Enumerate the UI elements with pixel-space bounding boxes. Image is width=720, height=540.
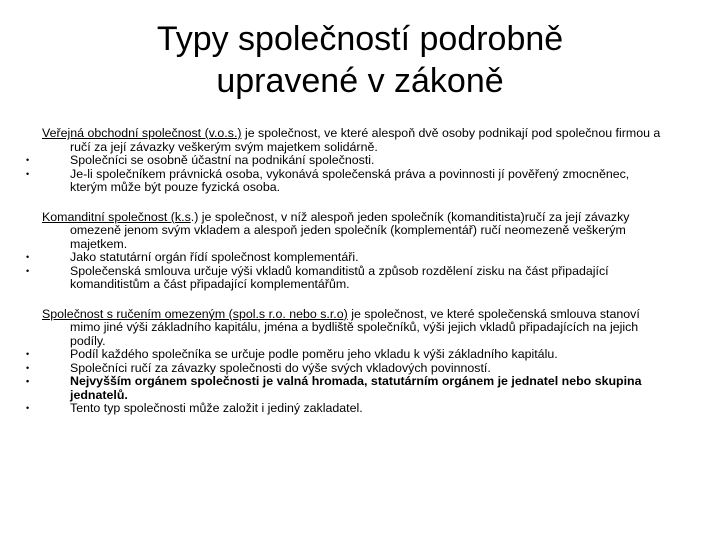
title-line-1: Typy společností podrobně [156,20,564,58]
section-intro-text: je společnost, ve které společenská smlouva stanoví mimo jiné výši základního kapitálu, jména a bydliště společníků, výši jejich vkladů připadajících na jejich podíly. [70,306,640,348]
slide-body [26,126,662,432]
list-item-text: Jako statutární orgán řídí společnost komplementáři. [70,250,359,264]
section-term: Veřejná obchodní společnost (v.o.s.) [42,126,242,140]
list-item [26,360,662,376]
list-item [26,250,662,265]
list-item-text: Tento typ společnosti může založit i jediný zakladatel. [70,401,363,415]
section-vos [26,126,662,195]
list-item-text: Společníci ručí za závazky společnosti do výše svých vkladových povinností. [70,360,491,375]
list-item [26,374,662,402]
section-term: Komanditní společnost (k.s [42,209,191,224]
list-item-text: Je-li společníkem právnická osoba, vykonává společenská práva a povinnosti jí pověřený zmocněnec, kterým může být pouze fyzická osoba. [70,166,630,194]
list-item [26,166,662,195]
title-line-2: upravené v zákoně [216,62,504,100]
bullet-icon: • [26,349,30,359]
bullet-list [26,250,662,292]
list-item [26,153,662,168]
section-intro [42,127,662,154]
bullet-icon: • [26,376,30,386]
bullet-icon: • [26,362,30,373]
section-intro [42,308,662,349]
list-item [26,347,662,362]
bullet-list [26,347,662,416]
bullet-list [26,153,662,195]
bullet-icon: • [26,265,30,276]
list-item-text: Nejvyšším orgánem společnosti je valná hromada, statutárním orgánem je jednatel nebo skupina jednatelů. [70,374,642,402]
bullet-icon: • [26,403,30,413]
bullet-icon: • [26,168,30,179]
section-intro-text: .) je společnost, v níž alespoň jeden společník (komanditista)ručí za její závazky omezeně jenom svým vkladem a alespoň jeden společník (komplementář) ručí neomezeně veškerým majetkem. [70,209,630,251]
section-term: Společnost s ručením omezeným (spol.s r.o. nebo s.r.o) [42,306,348,321]
list-item [26,401,662,416]
section-intro [42,211,662,252]
bullet-icon: • [26,155,30,165]
list-item [26,263,662,292]
list-item-text: Společníci se osobně účastní na podnikání společnosti. [70,153,375,167]
section-ks [26,209,662,292]
slide-title [60,18,660,102]
bullet-icon: • [26,252,30,262]
list-item-text: Společenská smlouva určuje výši vkladů komanditistů a způsob rozdělení zisku na část připadající komanditistům a část připadající komplementářům. [70,263,609,291]
list-item-text: Podíl každého společníka se určuje podle poměru jeho vkladu k výši základního kapitálu. [70,347,558,361]
section-sro [26,306,662,416]
section-intro-text: je společnost, ve které alespoň dvě osoby podnikají pod společnou firmou a ručí za její závazky veškerým svým majetkem solidárně. [70,126,661,154]
